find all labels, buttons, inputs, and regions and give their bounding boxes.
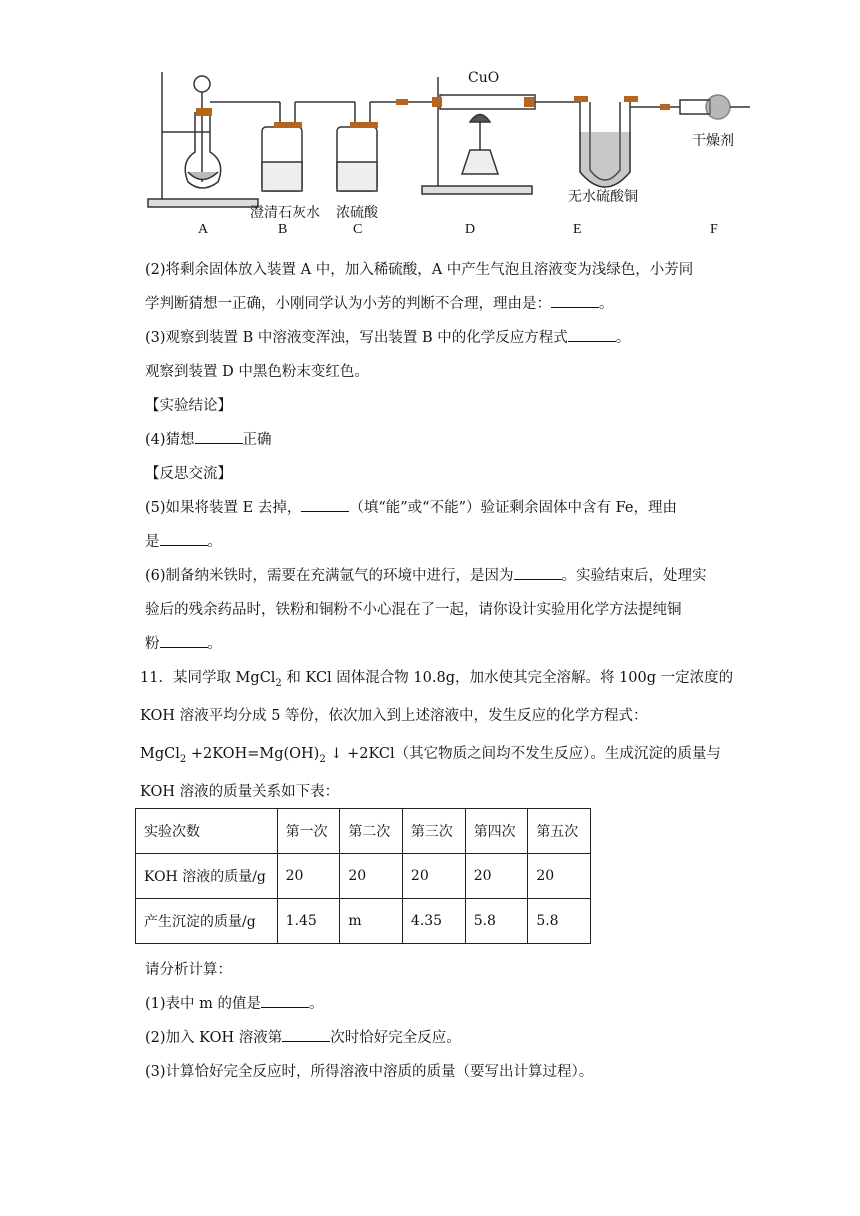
q6-line1 [145, 564, 707, 585]
q5-text: (5)如果将装置 E 去掉， [145, 500, 302, 516]
answer-blank [568, 327, 616, 342]
p11-line4: KOH 溶液的质量关系如下表： [140, 784, 340, 800]
answer-blank [261, 993, 309, 1008]
section-conclusion: 【实验结论】 [145, 398, 232, 414]
table-cell: 20 [340, 854, 403, 899]
letter-f: F [710, 222, 718, 237]
ask-line: 请分析计算： [145, 962, 232, 978]
q3-end: 。 [615, 330, 631, 346]
answer-blank [160, 531, 208, 546]
p11-text-2: 和 KCl 固体混合物 10.8g，加水使其完全溶解。将 100g 一定浓度的 [281, 670, 734, 686]
letter-d: D [465, 222, 476, 237]
q6-end: 。 [207, 636, 222, 652]
letter-b: B [278, 222, 288, 237]
q2-end: 。 [599, 296, 614, 312]
answer-blank [514, 565, 562, 580]
label-e: 无水硫酸铜 [568, 189, 638, 205]
q3-text: (3)观察到装置 B 中溶液变浑浊，写出装置 B 中的化学反应方程式 [145, 330, 568, 346]
table-cell: 20 [465, 854, 528, 899]
eq-part-2: +2KOH=Mg(OH) [186, 746, 320, 762]
q5-line1 [145, 496, 677, 517]
q4-end: 正确 [242, 432, 272, 448]
data-table [135, 808, 591, 944]
table-cell: 20 [528, 854, 591, 899]
table-row [136, 899, 591, 944]
table-header-row [136, 809, 591, 854]
q4-text: (4)猜想 [145, 432, 195, 448]
label-cuo: CuO [468, 70, 500, 86]
letter-c: C [353, 222, 363, 237]
answer-blank [195, 429, 243, 444]
q2-line1: (2)将剩余固体放入装置 A 中，加入稀硫酸，A 中产生气泡且溶液变为浅绿色，小芳同 [145, 262, 694, 278]
sub1-end: 。 [309, 996, 324, 1012]
p11-line2: KOH 溶液平均分成 5 等份，依次加入到上述溶液中，发生反应的化学方程式： [140, 708, 648, 724]
q2-text: 学判断猜想一正确，小刚同学认为小芳的判断不合理，理由是： [145, 296, 551, 312]
sub1-text: (1)表中 m 的值是 [145, 996, 262, 1012]
table-cell: KOH 溶液的质量/g [136, 854, 278, 899]
apparatus-drawing [140, 62, 760, 242]
table-cell: 第五次 [528, 809, 591, 854]
eq-sub-2: 2 [319, 753, 326, 765]
answer-blank [160, 633, 208, 648]
q2-line2 [145, 292, 614, 313]
sub2-end: 次时恰好完全反应。 [330, 1030, 461, 1046]
p11-sub: 2 [275, 677, 282, 689]
q5-text-2: （填“能”或“不能”）验证剩余固体中含有 Fe，理由 [349, 500, 677, 516]
table-cell: 第四次 [465, 809, 528, 854]
table-cell: 20 [277, 854, 340, 899]
sub1-line [145, 992, 324, 1013]
eq-part: MgCl [140, 746, 180, 762]
table-cell: 第二次 [340, 809, 403, 854]
q6-text-3: 粉 [145, 636, 160, 652]
table-cell: 第一次 [277, 809, 340, 854]
label-b: 澄清石灰水 [250, 205, 320, 221]
letter-e: E [573, 222, 582, 237]
eq-part-3: ↓ +2KCl（其它物质之间均不发生反应）。生成沉淀的质量与 [325, 746, 721, 762]
q5-text-3: 是 [145, 534, 160, 550]
sub3-line: (3)计算恰好完全反应时，所得溶液中溶质的质量（要写出计算过程）。 [145, 1064, 594, 1080]
table-cell: m [340, 899, 403, 944]
table-cell: 产生沉淀的质量/g [136, 899, 278, 944]
p11-text: 11．某同学取 MgCl [140, 670, 276, 686]
answer-blank [551, 293, 599, 308]
q6-line2: 验后的残余药品时，铁粉和铜粉不小心混在了一起，请你设计实验用化学方法提纯铜 [145, 602, 682, 618]
q6-line3 [145, 632, 222, 653]
q6-text: (6)制备纳米铁时，需要在充满氩气的环境中进行，是因为 [145, 568, 514, 584]
q4-line [145, 428, 272, 449]
table-cell: 4.35 [402, 899, 465, 944]
q6-text-2: 。实验结束后，处理实 [561, 568, 707, 584]
section-reflect: 【反思交流】 [145, 466, 232, 482]
apparatus-figure [140, 62, 760, 242]
q5-line2 [145, 530, 222, 551]
p11-line1 [140, 666, 733, 689]
table-cell: 第三次 [402, 809, 465, 854]
letter-a: A [198, 222, 209, 237]
q3-line [145, 326, 630, 347]
answer-blank [282, 1027, 330, 1042]
eq-sub: 2 [179, 753, 187, 765]
table-row [136, 854, 591, 899]
table-cell: 1.45 [277, 899, 340, 944]
label-c: 浓硫酸 [336, 205, 378, 221]
label-f: 干燥剂 [692, 133, 734, 149]
table-cell: 20 [402, 854, 465, 899]
p11-equation [140, 742, 721, 765]
answer-blank [301, 497, 349, 512]
sub2-text: (2)加入 KOH 溶液第 [145, 1030, 283, 1046]
q5-end: 。 [207, 534, 222, 550]
sub2-line [145, 1026, 461, 1047]
table-cell: 实验次数 [136, 809, 278, 854]
table-cell: 5.8 [528, 899, 591, 944]
obs-d: 观察到装置 D 中黑色粉末变红色。 [145, 364, 369, 380]
table-cell: 5.8 [465, 899, 528, 944]
